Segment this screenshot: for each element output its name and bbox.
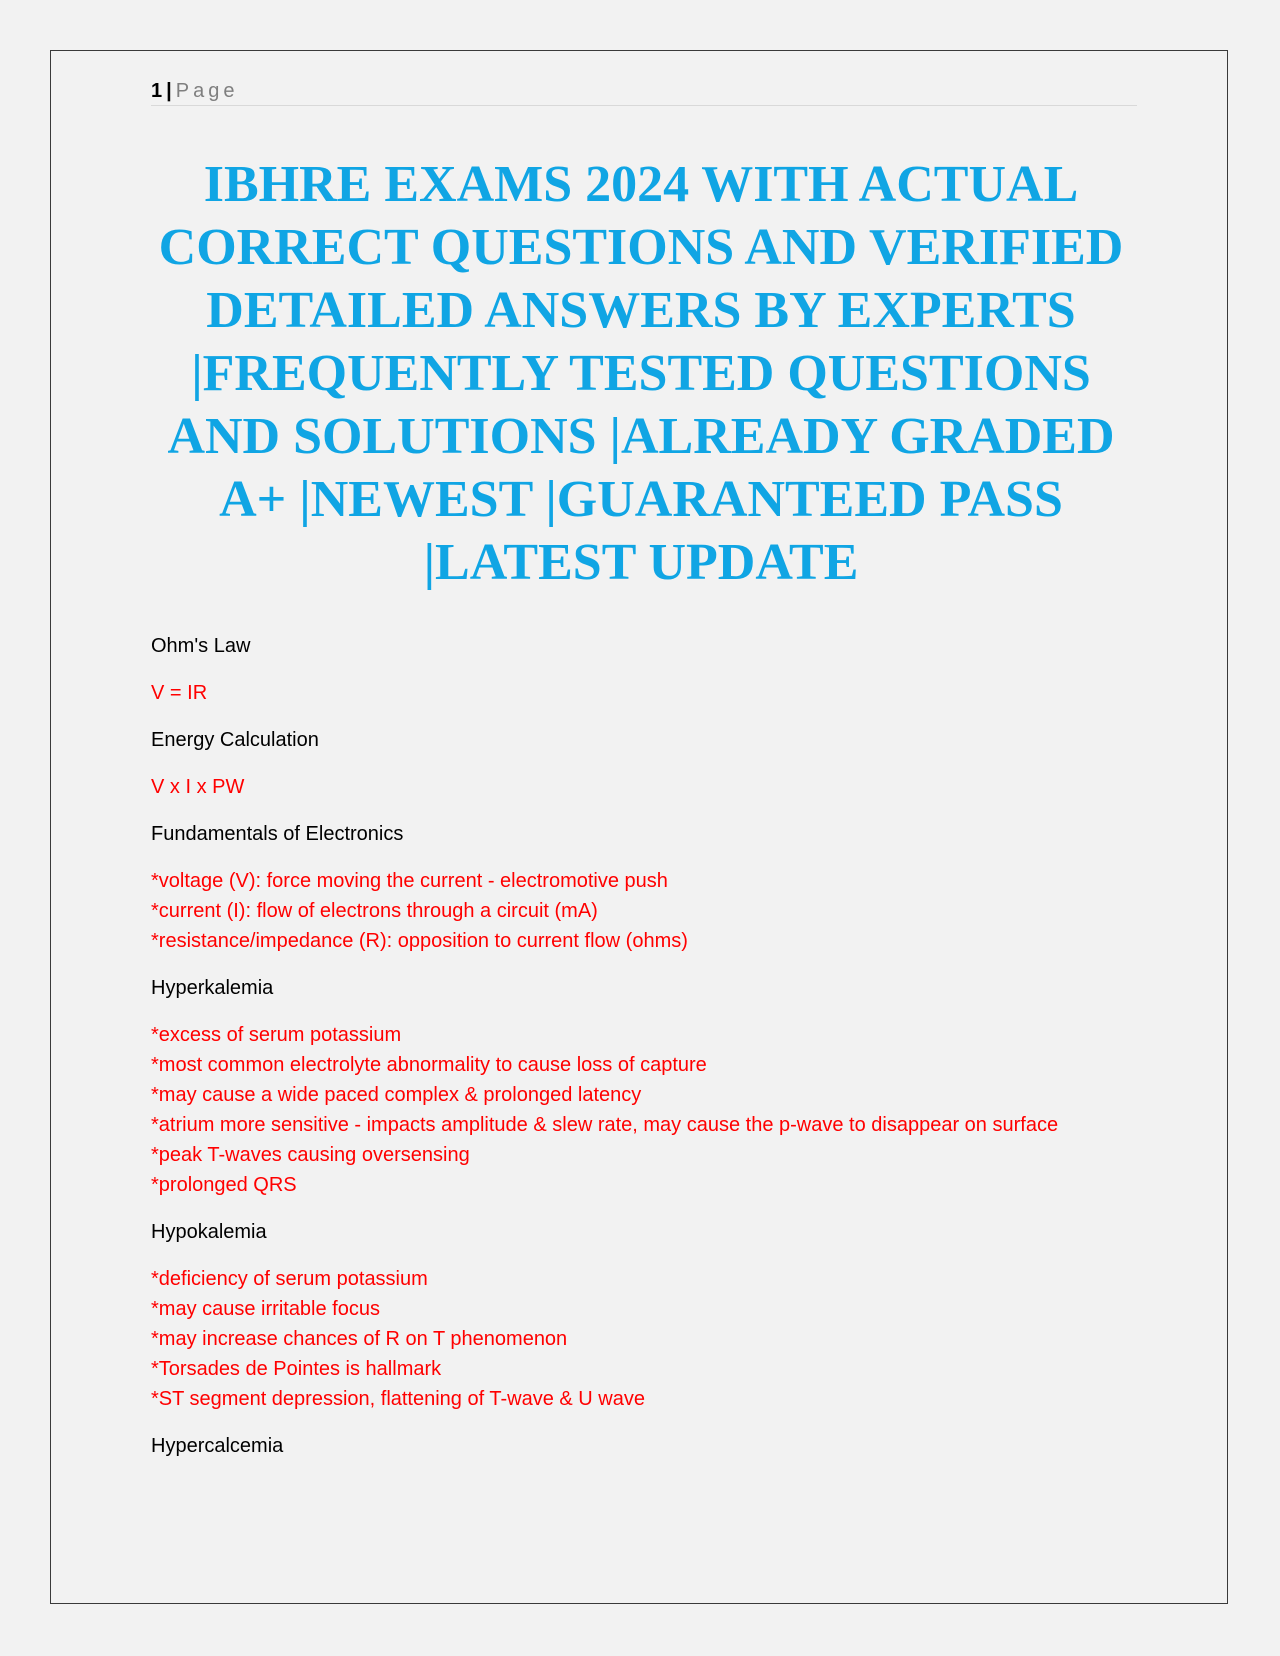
title-line: CORRECT QUESTIONS AND VERIFIED bbox=[158, 219, 1124, 276]
answer-line: *Torsades de Pointes is hallmark bbox=[151, 1358, 442, 1380]
question-hyperkalemia: Hyperkalemia bbox=[151, 977, 274, 999]
answer-line: *ST segment depression, flattening of T-wave & U wave bbox=[151, 1388, 645, 1410]
title-line: |LATEST UPDATE bbox=[423, 534, 859, 591]
answer-fundamentals-electronics bbox=[151, 866, 1151, 956]
document-title bbox=[131, 153, 1151, 594]
page-number: 1 bbox=[151, 80, 163, 102]
question-hypokalemia: Hypokalemia bbox=[151, 1221, 267, 1243]
answer-line: *resistance/impedance (R): opposition to current flow (ohms) bbox=[151, 930, 688, 952]
answer-line: *excess of serum potassium bbox=[151, 1024, 402, 1046]
answer-line: *deficiency of serum potassium bbox=[151, 1268, 428, 1290]
answer-hyperkalemia bbox=[151, 1020, 1151, 1200]
answer-line: *may increase chances of R on T phenomenon bbox=[151, 1328, 568, 1350]
question-fundamentals-electronics: Fundamentals of Electronics bbox=[151, 823, 404, 845]
qa-content bbox=[151, 631, 1151, 1478]
answer-line: *may cause irritable focus bbox=[151, 1298, 380, 1320]
title-line: AND SOLUTIONS |ALREADY GRADED bbox=[167, 408, 1115, 465]
answer-line: V = IR bbox=[151, 682, 208, 704]
answer-line: *voltage (V): force moving the current - electromotive push bbox=[151, 870, 668, 892]
page-label: Page bbox=[175, 80, 239, 102]
answer-line: *current (I): flow of electrons through a circuit (mA) bbox=[151, 900, 598, 922]
page-header bbox=[151, 77, 1137, 106]
answer-line: *may cause a wide paced complex & prolonged latency bbox=[151, 1084, 642, 1106]
title-line: A+ |NEWEST |GUARANTEED PASS bbox=[219, 471, 1063, 528]
question-hypercalcemia: Hypercalcemia bbox=[151, 1435, 284, 1457]
answer-ohms-law bbox=[151, 678, 1151, 708]
answer-line: V x I x PW bbox=[151, 776, 245, 798]
document-page bbox=[50, 50, 1228, 1604]
title-line: DETAILED ANSWERS BY EXPERTS bbox=[206, 282, 1076, 339]
page-separator: | bbox=[166, 80, 172, 102]
answer-line: *peak T-waves causing oversensing bbox=[151, 1144, 470, 1166]
answer-line: *most common electrolyte abnormality to cause loss of capture bbox=[151, 1054, 707, 1076]
question-energy-calculation: Energy Calculation bbox=[151, 729, 319, 751]
answer-line: *prolonged QRS bbox=[151, 1174, 297, 1196]
answer-line: *atrium more sensitive - impacts amplitude & slew rate, may cause the p-wave to disappear on surface bbox=[151, 1114, 1059, 1136]
answer-hypokalemia bbox=[151, 1264, 1151, 1414]
title-line: |FREQUENTLY TESTED QUESTIONS bbox=[191, 345, 1091, 402]
title-line: IBHRE EXAMS 2024 WITH ACTUAL bbox=[203, 156, 1079, 213]
question-ohms-law: Ohm's Law bbox=[151, 635, 251, 657]
answer-energy-calculation bbox=[151, 772, 1151, 802]
